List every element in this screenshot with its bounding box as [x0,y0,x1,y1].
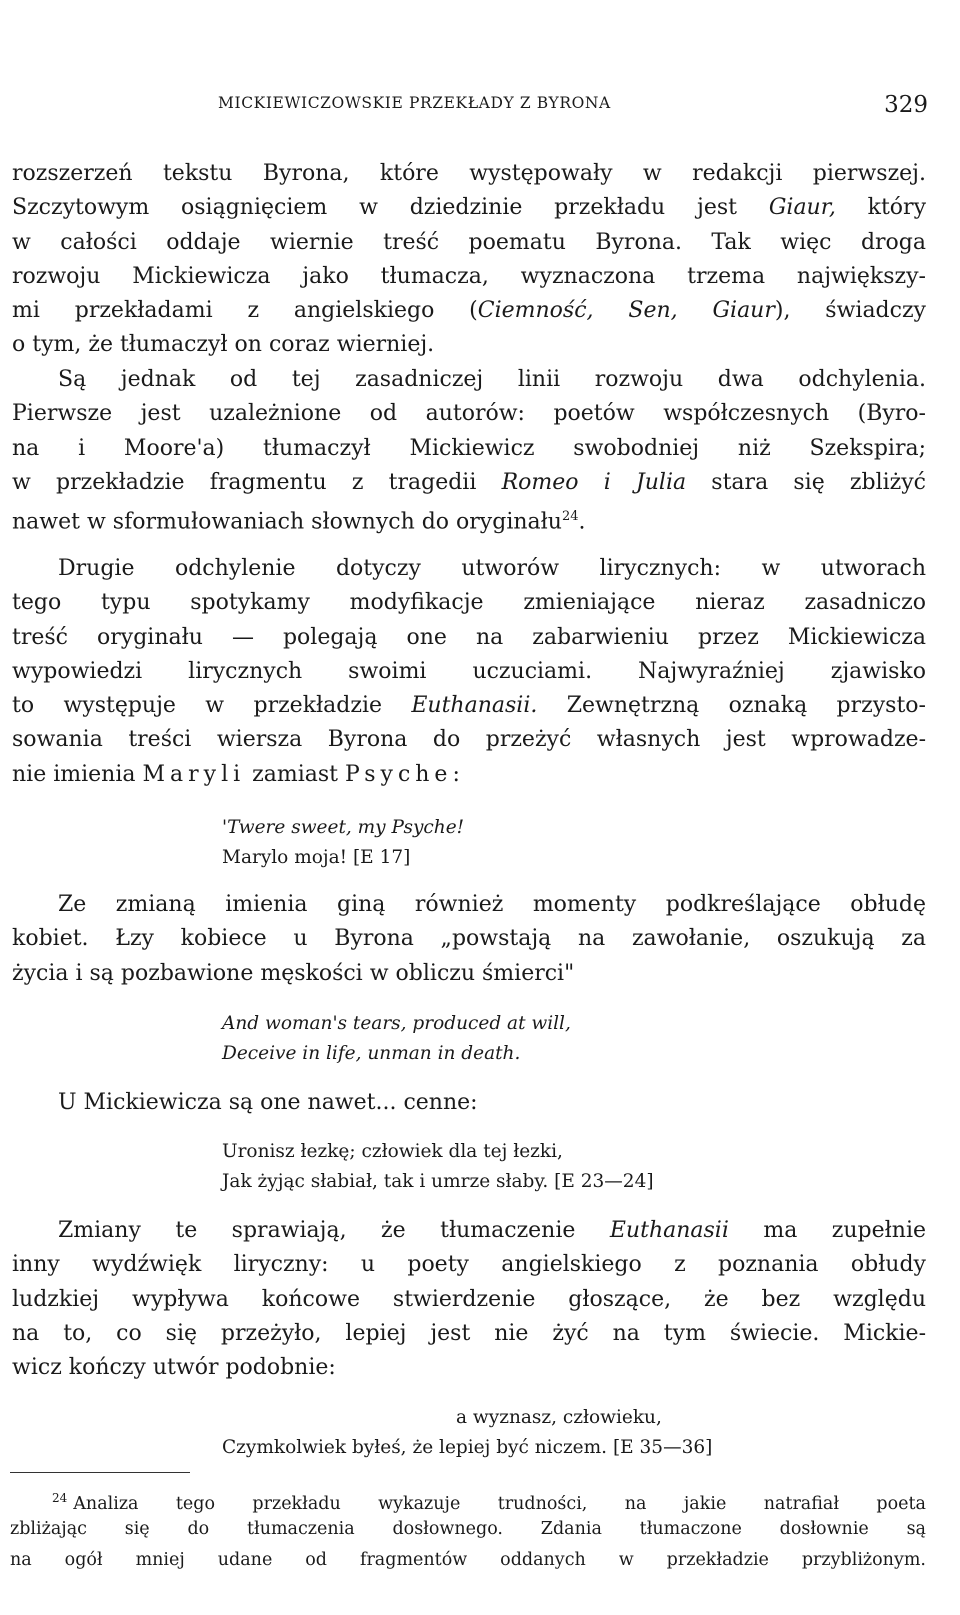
title-euthanasii: Euthanasii [609,1218,729,1243]
text-line: tego typu spotykamy modyfikacje zmieniające nieraz zasadniczo [12,590,926,616]
text-line: wypowiedzi lirycznych swoimi uczuciami. Najwyraźniej zjawisko [12,658,926,684]
text-line: Pierwsze jest uzależnione od autorów: poetów współczesnych (Byro- [12,401,926,427]
text-line: nie imienia Maryli zamiast Psyche: [12,761,460,787]
text-line: Ze zmianą imienia giną również momenty podkreślające obłudę [58,892,926,917]
paragraph-3 [12,552,926,792]
verse-line: a wyznasz, człowieku, [456,1407,662,1428]
verse-quote-4-line2 [222,1433,712,1463]
text-line: to występuje w przekładzie Euthanasii. Zewnętrzną oznaką przysto- [12,693,926,719]
paragraph-5 [12,1086,926,1120]
text-line: rozszerzeń tekstu Byrona, które występowały w redakcji pierwszej. [12,161,926,186]
text-line: na to, co się przeżyło, lepiej jest nie żyć na tym świecie. Mickie- [12,1320,926,1346]
text-line: życia i są pozbawione męskości w obliczu śmierci" [12,960,575,986]
verse-line: Marylo moja! [E 17] [222,847,411,868]
footnote-line: $^{24}$ Analiza tego przekładu wykazuje trudności, na jakie natrafiał poeta [52,1491,926,1514]
text-line: w przekładzie fragmentu z tragedii Romeo i Julia stara się zbliżyć [12,469,927,495]
text-line: Zmiany te sprawiają, że tłumaczenie Euthanasii ma zupełnie [58,1218,927,1243]
footnote-rule [10,1472,190,1473]
text-line: sowania treści wiersza Byrona do przeżyć własnych jest wprowadze- [12,727,926,753]
text-line: wicz kończy utwór podobnie: [12,1355,336,1381]
verse-line: And woman's tears, produced at will, [222,1013,571,1034]
name-psyche: Psyche [345,761,453,787]
title-giaur: Giaur, [768,195,836,221]
footnote-line: na ogół mniej udane od fragmentów oddanych w przekładzie przybliżonym. [10,1550,926,1570]
paragraph-4 [12,888,926,991]
verse-quote-1 [222,813,464,873]
text-line: U Mickiewicza są one nawet... cenne: [58,1090,478,1115]
text-line: Są jednak od tej zasadniczej linii rozwoju dwa odchylenia. [58,367,926,392]
paragraph-6 [12,1214,926,1385]
verse-line: Uronisz łezkę; człowiek dla tej łezki, [222,1141,563,1162]
verse-quote-3 [222,1137,654,1197]
verse-line: 'Twere sweet, my Psyche! [222,817,465,838]
footnote-ref[interactable]: 24 [561,509,579,525]
paragraph-1 [12,157,926,363]
verse-quote-4-line1 [456,1403,662,1433]
text-line: Szczytowym osiągnięciem w dziedzinie przekładu jest Giaur, który [12,195,927,221]
text-line: nawet w sformułowaniach słownych do oryginału$^{24}$. [12,509,586,535]
text-line: inny wydźwięk liryczny: u poety angielskiego z poznania obłudy [12,1252,926,1278]
text-line: rozwoju Mickiewicza jako tłumacza, wyznaczona trzema największy- [12,263,926,289]
footnote-line: zbliżając się do tłumaczenia dosłownego. Zdania tłumaczone dosłownie są [10,1519,926,1539]
verse-line: Czymkolwiek byłeś, że lepiej być niczem. [E 35—36] [222,1437,713,1458]
text-line: treść oryginału — polegają one na zabarwieniu przez Mickiewicza [12,624,926,650]
verse-quote-2 [222,1009,571,1069]
text-line: kobiet. Łzy kobiece u Byrona „powstają na zawołanie, oszukują za [12,926,926,952]
name-maryli: Maryli [142,761,246,787]
text-line: na i Moore'a) tłumaczył Mickiewicz swobodniej niż Szekspira; [12,435,926,461]
paragraph-2 [12,363,926,534]
running-title: MICKIEWICZOWSKIE PRZEKŁADY Z BYRONA [218,94,611,112]
text-line: w całości oddaje wiernie treść poematu Byrona. Tak więc droga [12,229,926,255]
page-number: 329 [884,92,928,118]
text-line: mi przekładami z angielskiego (Ciemność, Sen, Giaur), świadczy [12,298,926,324]
title-romeo-julia: Romeo i Julia [501,469,687,495]
footnote-number: 24 [52,1491,68,1505]
footnote-24 [10,1483,926,1576]
text-line: Drugie odchylenie dotyczy utworów lirycznych: w utworach [58,556,926,581]
text-line: ludzkiej wypływa końcowe stwierdzenie głoszące, że bez względu [12,1286,926,1312]
page-header [0,92,960,132]
poem-titles: Ciemność, Sen, Giaur [477,298,775,324]
text-line: o tym, że tłumaczył on coraz wierniej. [12,332,435,358]
title-euthanasii: Euthanasii. [411,693,538,719]
verse-line: Deceive in life, unman in death. [222,1043,521,1064]
verse-line: Jak żyjąc słabiał, tak i umrze słaby. [E 23—24] [222,1171,654,1192]
